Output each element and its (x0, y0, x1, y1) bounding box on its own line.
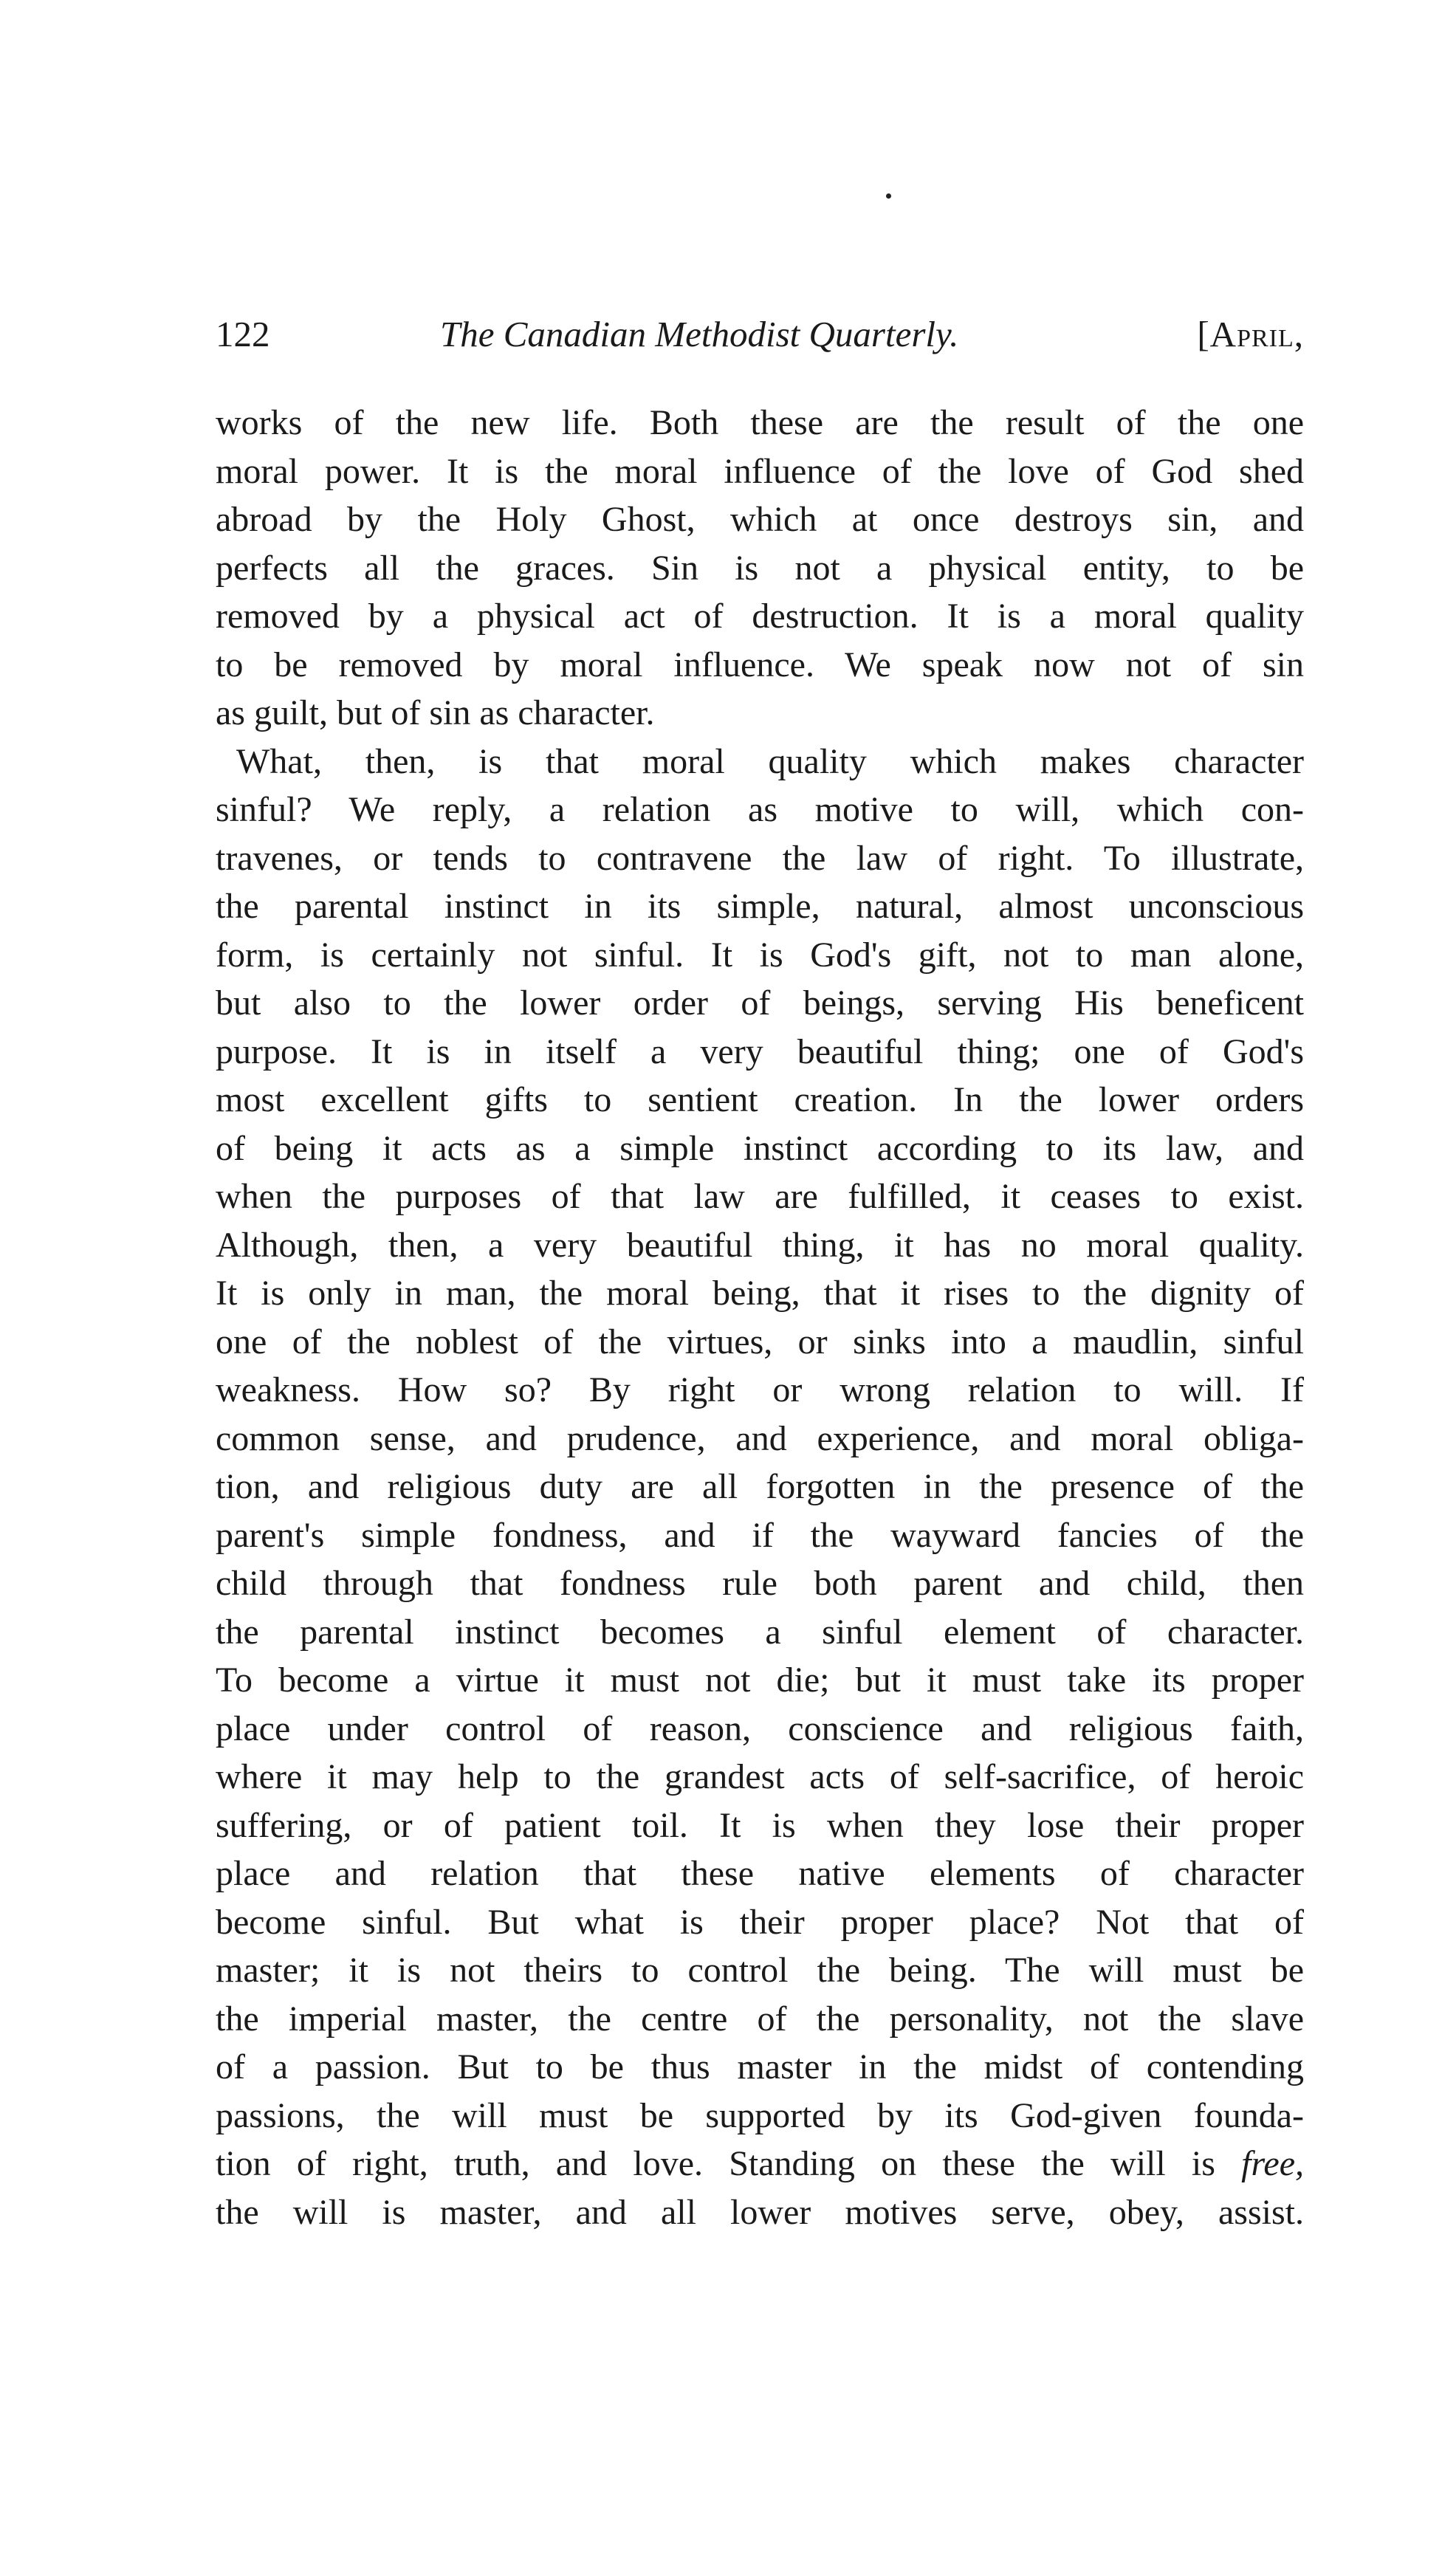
text-line: travenes, or tends to contravene the law of right. To illustrate, (216, 838, 1304, 878)
text-line: place and relation that these native elements of character (216, 1854, 1304, 1893)
printer-mark (886, 193, 891, 199)
text-line: tion, and religious duty are all forgotten in the presence of the (216, 1467, 1304, 1506)
journal-title: The Canadian Methodist Quarterly. (440, 314, 959, 354)
text-line: sinful? We reply, a relation as motive to will, which con- (216, 790, 1304, 829)
text-line: suffering, or of patient toil. It is when they lose their proper (216, 1805, 1304, 1845)
text-line: works of the new life. Both these are the result of the one (216, 403, 1304, 442)
text-line: most excellent gifts to sentient creation. In the lower orders (216, 1080, 1304, 1119)
text-line: abroad by the Holy Ghost, which at once destroys sin, and (216, 500, 1304, 539)
running-head (216, 309, 1304, 360)
text-line: the parental instinct in its simple, natural, almost unconscious (216, 887, 1304, 926)
text-line: To become a virtue it must not die; but it must take its proper (216, 1660, 1304, 1700)
text-line: one of the noblest of the virtues, or sinks into a maudlin, sinful (216, 1322, 1304, 1361)
text-line: when the purposes of that law are fulfilled, it ceases to exist. (216, 1177, 1304, 1216)
emphasis-free: free, (1241, 2144, 1304, 2183)
text-line: moral power. It is the moral influence of the love of God shed (216, 451, 1304, 491)
text-line: passions, the will must be supported by its God-given founda- (216, 2095, 1304, 2135)
section-mark: [April, (1197, 314, 1304, 354)
text-line: where it may help to the grandest acts of self-sacrifice, of heroic (216, 1757, 1304, 1796)
text-line: but also to the lower order of beings, serving His beneficent (216, 983, 1304, 1023)
text-line: child through that fondness rule both parent and child, then (216, 1564, 1304, 1603)
paragraph-1 (216, 399, 1304, 738)
text-line: perfects all the graces. Sin is not a physical entity, to be (216, 548, 1304, 588)
text-line-with-emphasis (216, 2140, 1304, 2188)
text-line: It is only in man, the moral being, that it rises to the dignity of (216, 1274, 1304, 1313)
text-line: purpose. It is in itself a very beautiful thing; one of God's (216, 1031, 1304, 1071)
text-line: of a passion. But to be thus master in the midst of contending (216, 2047, 1304, 2086)
page-number: 122 (216, 314, 270, 354)
text-line: the parental instinct becomes a sinful element of character. (216, 1612, 1304, 1652)
text-line-start: tion of right, truth, and love. Standing on these the will is (216, 2144, 1215, 2183)
text-line: as guilt, but of sin as character. (216, 693, 655, 732)
text-line: become sinful. But what is their proper place? Not that of (216, 1902, 1304, 1942)
text-line: removed by a physical act of destruction. It is a moral quality (216, 597, 1304, 636)
text-line: parent's simple fondness, and if the wayward fancies of the (216, 1515, 1304, 1555)
text-line: Although, then, a very beautiful thing, it has no moral quality. (216, 1225, 1304, 1265)
text-line: form, is certainly not sinful. It is God's gift, not to man alone, (216, 935, 1304, 975)
text-line: to be removed by moral influence. We speak now not of sin (216, 645, 1304, 684)
text-line: the imperial master, the centre of the personality, not the slave (216, 1999, 1304, 2039)
paragraph-2 (216, 738, 1304, 2237)
body-text (216, 399, 1304, 2236)
text-line: the will is master, and all lower motives serve, obey, assist. (216, 2192, 1304, 2232)
text-line: master; it is not theirs to control the being. The will must be (216, 1951, 1304, 1990)
text-line: of being it acts as a simple instinct according to its law, and (216, 1128, 1304, 1168)
text-line: place under control of reason, conscience and religious faith, (216, 1708, 1304, 1748)
text-line: common sense, and prudence, and experience, and moral obliga- (216, 1418, 1304, 1458)
text-line: What, then, is that moral quality which makes character (236, 741, 1304, 781)
text-line: weakness. How so? By right or wrong relation to will. If (216, 1370, 1304, 1409)
